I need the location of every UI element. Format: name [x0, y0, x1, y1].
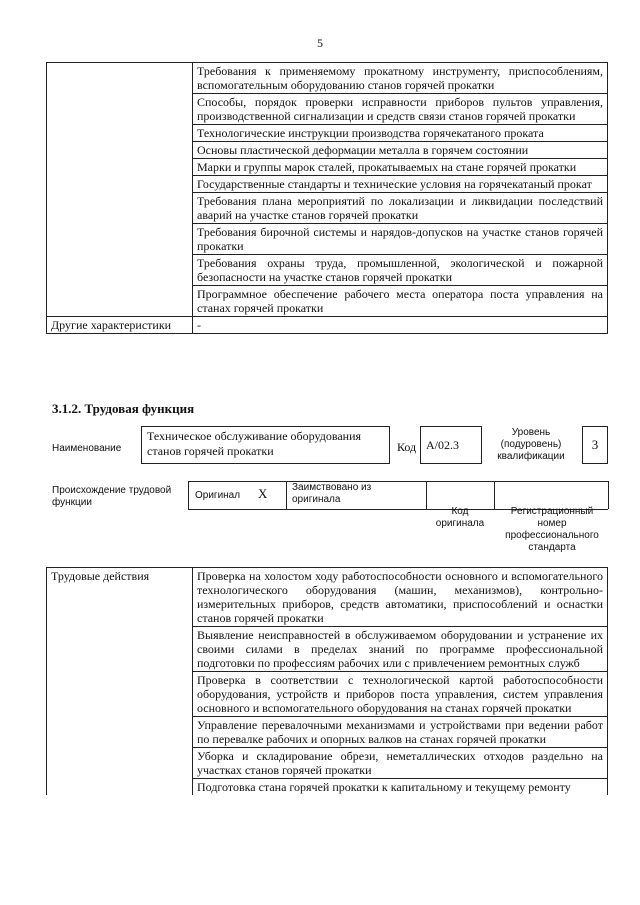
code-box [420, 426, 482, 464]
table-label-cell [47, 63, 193, 317]
other-characteristics-label: Другие характеристики [47, 317, 193, 334]
table-row: Уборка и складирование обрези, неметаллических отходов раздельно на участках станов горячей прокатки [193, 748, 608, 779]
code-label: Код [397, 440, 417, 454]
table-row: Требования бирочной системы и нарядов-допусков на участке станов горячей прокатки [193, 224, 608, 255]
divider [188, 481, 189, 509]
table-row: Требования к применяемому прокатному инструменту, приспособлениям, вспомогательным оборудованию станов горячей прокатки [193, 63, 608, 94]
level-value: 3 [591, 437, 599, 452]
level-box [582, 426, 608, 464]
divider [494, 481, 495, 509]
table-row: Проверка в соответствии с технологической картой работоспособности оборудования, устройств и приборов поста управления, систем управления основного и вспомогательного оборудования на станах горячей прокатки [193, 672, 608, 717]
code-value: А/02.3 [426, 438, 459, 452]
original-label: Оригинал [195, 490, 241, 501]
knowledge-table [46, 62, 608, 334]
borrowed-label: Заимствовано из оригинала [292, 482, 372, 505]
reg-number-caption: Регистрационный номер профессионального стандарта [505, 506, 599, 553]
table-row: Требования охраны труда, промышленной, экологической и пожарной безопасности на участке станов горячей прокатки [193, 255, 608, 286]
table-row: Проверка на холостом ходу работоспособности основного и вспомогательного технологического оборудования (машин, механизмов), контрольно-измерительных приборов, средств автоматики, приспособлений и оснастки станов горячей прокатки [193, 568, 608, 627]
code-caption: Код оригинала [435, 506, 485, 529]
table-row: Государственные стандарты и технические условия на горячекатаный прокат [193, 176, 608, 193]
function-name-value: Техническое обслуживание оборудования станов горячей прокатки [147, 429, 362, 458]
table-row: Выявление неисправностей в обслуживаемом оборудовании и устранение их своими силами в пределах знаний по программе профессиональной подготовки по профессиям рабочих или с привлечением ремонтных служб [193, 627, 608, 672]
page-number: 5 [317, 36, 323, 50]
level-label: Уровень (подуровень) квалификации [497, 427, 565, 462]
table-row: Программное обеспечение рабочего места оператора поста управления на станах горячей прокатки [193, 286, 608, 317]
divider [608, 481, 609, 509]
table-row: Основы пластической деформации металла в горячем состоянии [193, 142, 608, 159]
table-row: Требования плана мероприятий по локализации и ликвидации последствий аварий на участке станов горячей прокатки [193, 193, 608, 224]
table-row: Способы, порядок проверки исправности приборов пультов управления, производственной сигнализации и средств связи станов горячей прокатки [193, 94, 608, 125]
table-row: Технологические инструкции производства горячекатаного проката [193, 125, 608, 142]
table-row: Управление перевалочными механизмами и устройствами при ведении работ по перевалке рабочих и опорных валков на станах горячей прокатки [193, 717, 608, 748]
table-row: Подготовка стана горячей прокатки к капитальному и текущему ремонту [193, 779, 608, 796]
function-name-box [141, 426, 390, 464]
labor-actions-table [46, 567, 608, 795]
original-mark: X [258, 486, 268, 501]
table-row: Марки и группы марок сталей, прокатываемых на стане горячей прокатки [193, 159, 608, 176]
section-title: 3.1.2. Трудовая функция [52, 401, 195, 416]
divider [426, 481, 427, 509]
name-label: Наименование [52, 443, 122, 454]
divider [286, 481, 287, 509]
other-characteristics-value: - [193, 317, 608, 334]
origin-label: Происхождение трудовой функции [52, 485, 172, 508]
labor-actions-label: Трудовые действия [47, 568, 193, 796]
